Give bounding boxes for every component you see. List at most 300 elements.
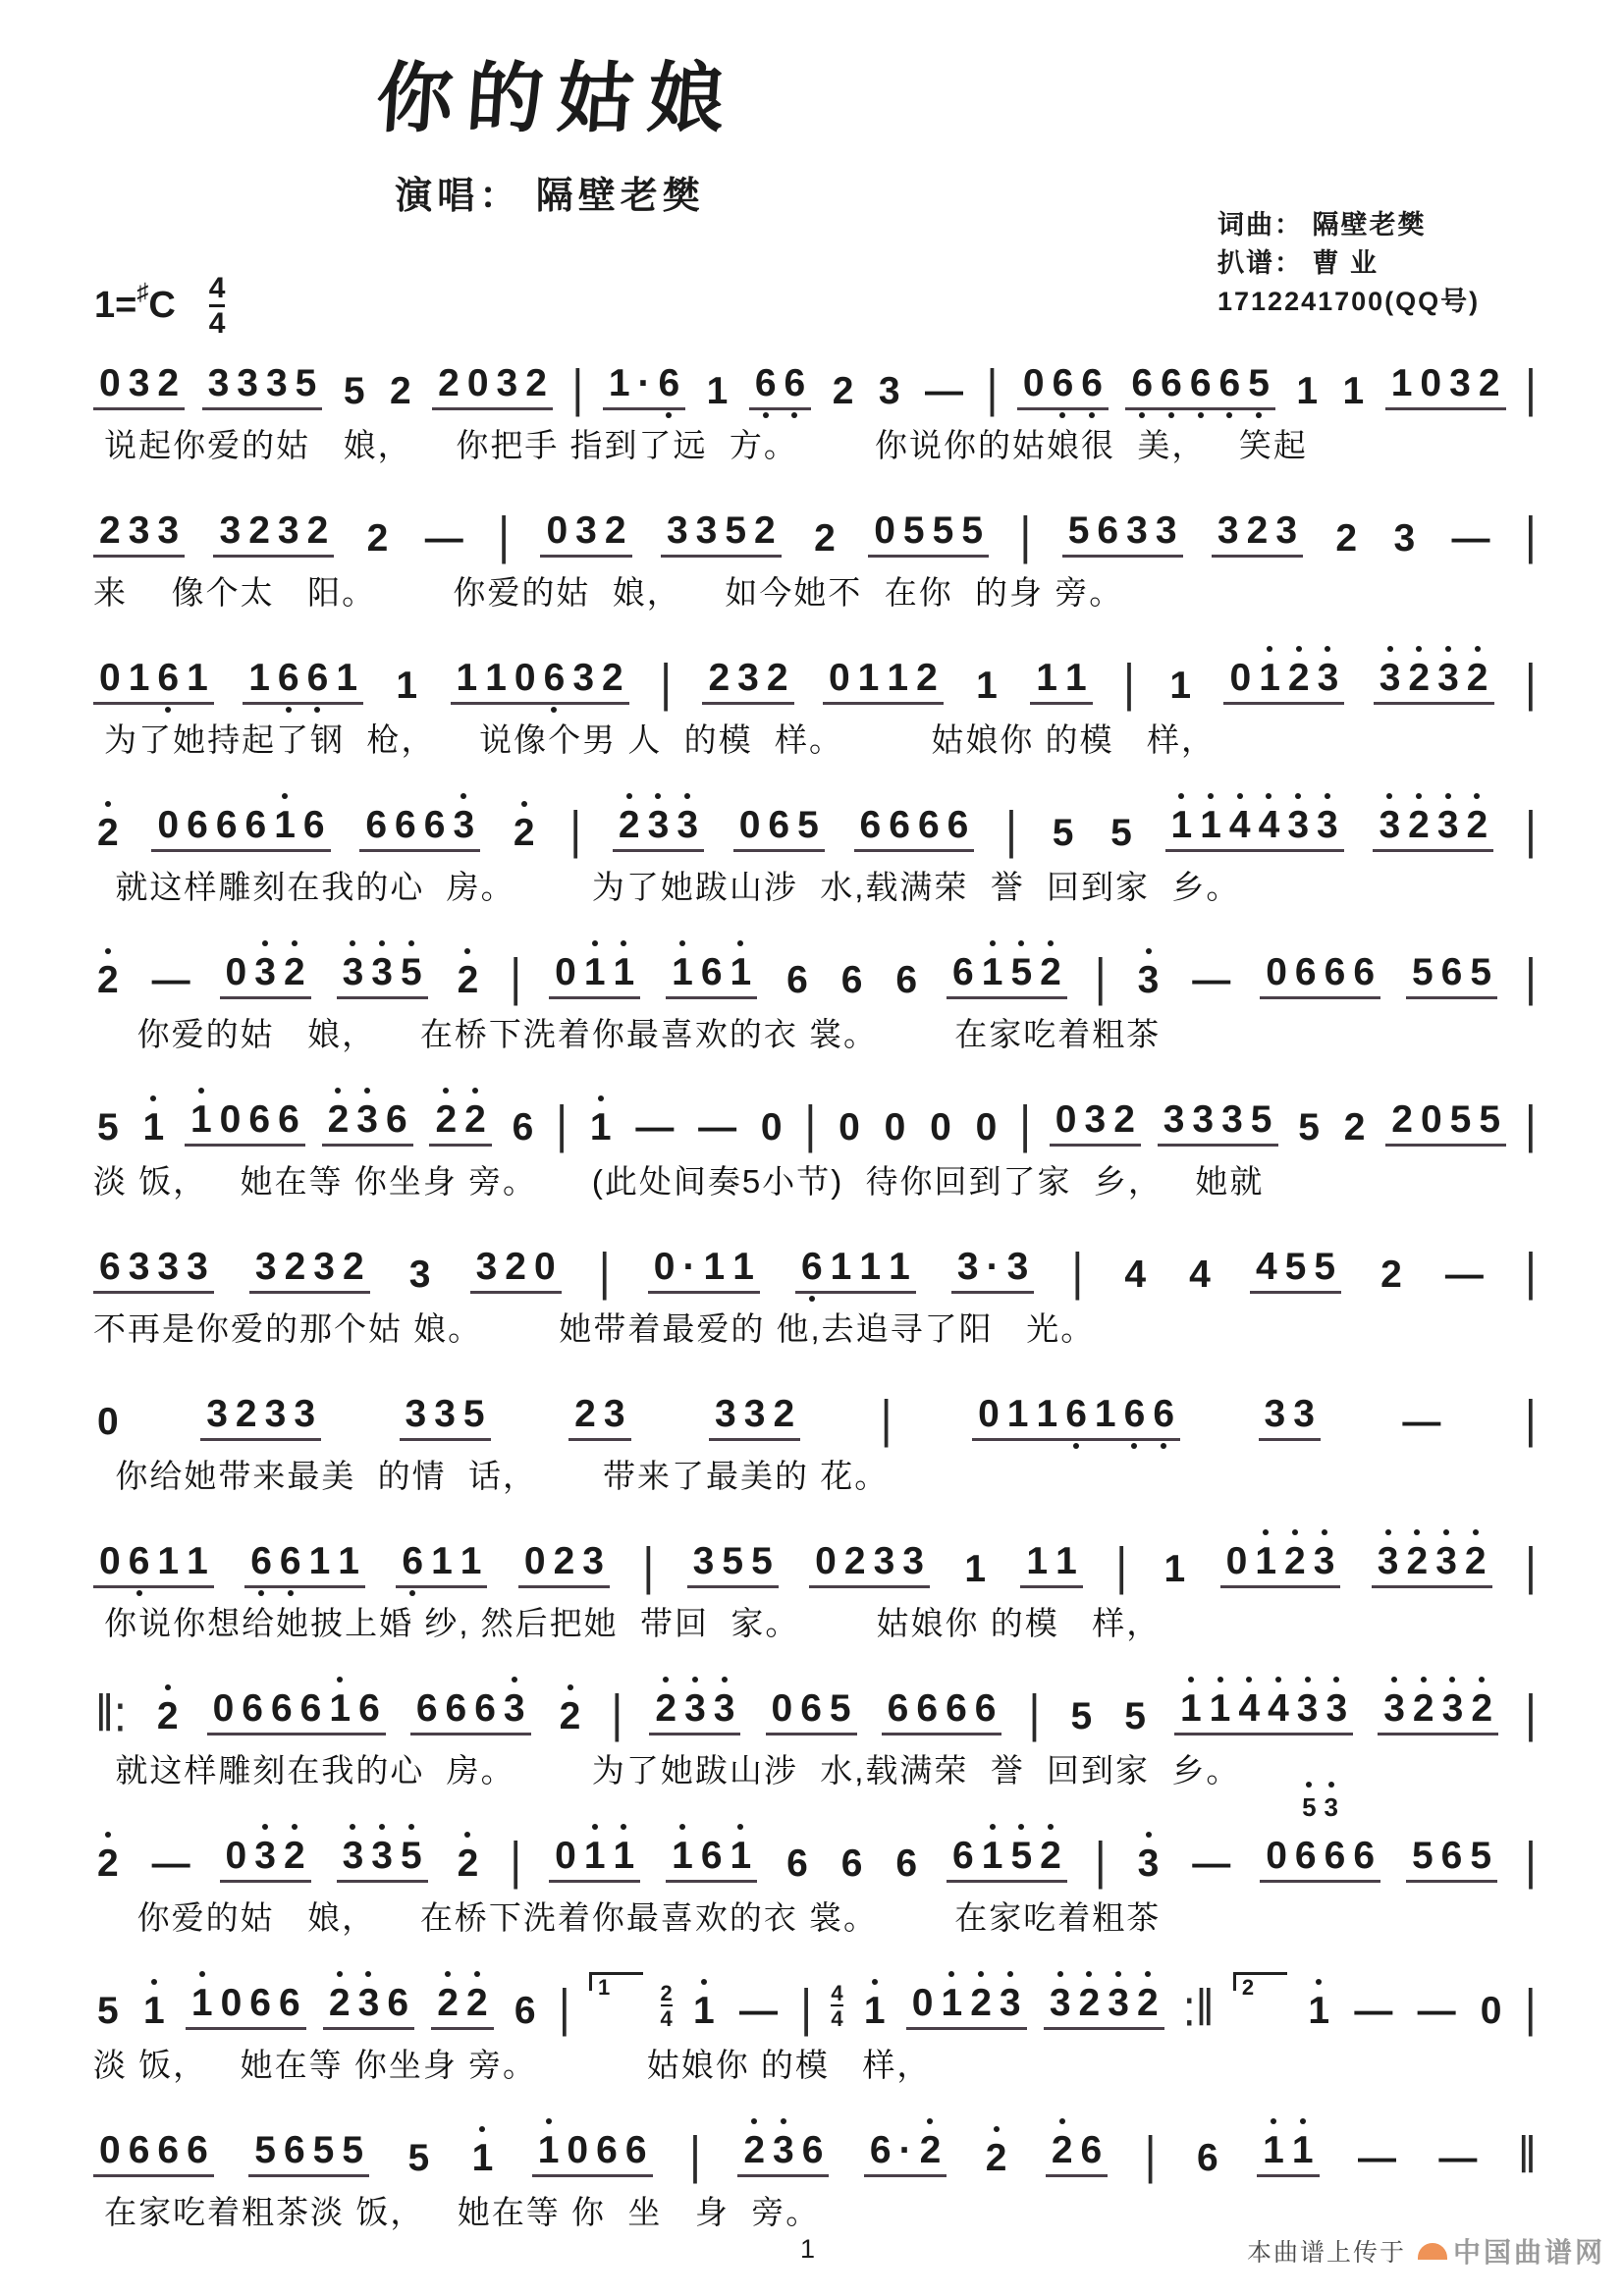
note: 0: [760, 1106, 783, 1148]
note: 3: [339, 1837, 368, 1875]
low-octave-dot: [1161, 1443, 1166, 1449]
note: 3: [1084, 1098, 1107, 1141]
note: 2: [306, 509, 329, 552]
note: 3: [737, 657, 759, 699]
note: 2: [832, 370, 854, 412]
note: 6: [889, 804, 910, 846]
note: 3: [1432, 1542, 1461, 1580]
note: 6: [187, 2129, 208, 2171]
note-group: [703, 372, 732, 410]
high-octave-dot: [364, 1088, 370, 1094]
note: 0: [828, 657, 850, 699]
note: 5: [932, 509, 954, 552]
note-group: [93, 1403, 123, 1441]
note-group: [649, 1689, 740, 1735]
note: 2: [1380, 1254, 1402, 1296]
note: 6: [1061, 1395, 1091, 1433]
note: 3: [1313, 806, 1342, 844]
high-octave-dot: [1296, 646, 1302, 652]
music-systems: [93, 349, 1539, 2264]
note: 0: [839, 1106, 860, 1148]
high-octave-dot: [1263, 1529, 1269, 1535]
note: 6: [157, 2129, 180, 2171]
above-annotation: [1298, 1790, 1342, 1820]
note: 1: [610, 1837, 639, 1875]
note: 5: [1470, 951, 1492, 993]
note: 6: [283, 2129, 305, 2171]
note-group: [93, 1542, 214, 1588]
note-group: [451, 659, 629, 705]
note-group: [1049, 814, 1078, 852]
note: 2: [454, 1844, 483, 1883]
high-octave-dot: [626, 793, 632, 799]
note: 3: [1376, 659, 1405, 697]
high-octave-dot: [1385, 1529, 1391, 1535]
note: 4: [1255, 1246, 1277, 1288]
high-octave-dot: [464, 1832, 470, 1838]
time-signature-bottom: 4: [209, 304, 226, 340]
high-octave-dot: [927, 2118, 933, 2124]
note: 3: [496, 362, 518, 404]
note: 6: [700, 1835, 723, 1877]
low-octave-dot: [136, 1590, 142, 1596]
note: 6: [895, 1842, 918, 1885]
note-group: [1406, 1837, 1497, 1883]
note-group: [864, 2131, 947, 2177]
note: 1: [1163, 1548, 1186, 1590]
note-group: [243, 659, 363, 705]
high-octave-dot: [262, 940, 268, 946]
note: 6: [1149, 1395, 1178, 1433]
note: 6: [299, 1687, 322, 1730]
low-octave-dot: [666, 412, 672, 418]
final-barline: ‖: [1517, 2125, 1537, 2184]
note: 6: [278, 1982, 300, 2024]
note-group: [951, 1248, 1034, 1294]
high-octave-dot: [1474, 793, 1480, 799]
note-group: [93, 1248, 214, 1294]
note: 5: [312, 2129, 335, 2171]
note-group: [1260, 953, 1380, 999]
high-octave-dot: [379, 940, 385, 946]
note-group: [93, 2131, 214, 2177]
high-octave-dot: [1325, 793, 1330, 799]
note: 1: [1390, 362, 1413, 404]
high-octave-dot: [737, 1824, 743, 1830]
note-group: [868, 511, 989, 558]
note-group: [972, 1108, 1001, 1147]
note: 1: [1255, 659, 1284, 697]
note-group: [854, 806, 975, 852]
note-group: [783, 961, 812, 999]
note: 1: [860, 1992, 890, 2030]
note: 1: [128, 657, 150, 699]
note: 6: [596, 2129, 618, 2171]
note: 1: [338, 1540, 359, 1582]
music-system: [93, 938, 1539, 1086]
note: 5: [1298, 1794, 1320, 1820]
note: 1: [964, 1548, 987, 1590]
note: 1: [703, 1246, 726, 1288]
note: 3: [354, 1984, 384, 2022]
note-group: [795, 1248, 916, 1294]
note-group: [1062, 511, 1183, 558]
note-group: [613, 806, 704, 852]
note-group: [586, 1108, 616, 1147]
lyrics-row: 不再是你爱的那个姑 娘。 她带着最爱的 他,去追寻了阳 光。: [93, 1310, 1096, 1347]
note: 6: [303, 659, 333, 697]
note: 1: [138, 1108, 168, 1147]
high-octave-dot: [1414, 1529, 1420, 1535]
note: 4: [1225, 806, 1255, 844]
note: 0: [99, 657, 121, 699]
note: 1: [727, 1837, 756, 1875]
note-group: [1292, 372, 1322, 410]
barline: |: [1524, 506, 1537, 564]
note: 3: [367, 1837, 397, 1875]
note: ·: [898, 2129, 912, 2171]
high-octave-dot: [621, 1824, 626, 1830]
note: 1: [456, 657, 478, 699]
note-group: [549, 1837, 640, 1883]
barline: |: [598, 1242, 611, 1301]
note: 5: [1124, 1695, 1146, 1737]
note: 1: [937, 1984, 966, 2022]
note: 6: [1127, 364, 1157, 402]
high-octave-dot: [1322, 1529, 1327, 1535]
high-octave-dot: [990, 1824, 996, 1830]
duration-dash: —: [1192, 959, 1231, 1001]
music-system: [93, 644, 1539, 791]
note-group: [972, 1395, 1180, 1441]
note: 3: [1006, 1246, 1029, 1288]
note: 2: [1467, 1689, 1496, 1728]
note: 2: [525, 362, 547, 404]
high-octave-dot: [105, 801, 111, 807]
high-octave-dot: [479, 2126, 485, 2132]
note: 6: [248, 1098, 271, 1141]
note-group: [783, 1844, 812, 1883]
note-group: [248, 2131, 369, 2177]
note: 1: [580, 953, 610, 991]
note: 5: [1284, 1246, 1307, 1288]
high-octave-dot: [621, 940, 626, 946]
high-octave-dot: [282, 793, 288, 799]
note-group: [1220, 1542, 1341, 1588]
note: 1: [887, 657, 909, 699]
note: 0: [1266, 1835, 1287, 1877]
low-octave-dot: [165, 707, 171, 713]
note-group: [200, 1395, 321, 1441]
high-octave-dot: [445, 1971, 451, 1977]
duration-dash: —: [1354, 1990, 1393, 2032]
note: 1: [534, 2131, 564, 2169]
low-octave-dot: [809, 1296, 815, 1302]
note: 6: [244, 804, 267, 846]
note: 3: [603, 1393, 625, 1435]
duration-dash: —: [424, 517, 463, 560]
note: 3: [873, 1540, 895, 1582]
barline: |: [688, 2125, 701, 2184]
note: 1: [732, 1246, 754, 1288]
note-group: [947, 953, 1067, 999]
volta-bracket: 2: [1233, 1972, 1287, 1991]
note-group: [400, 1395, 491, 1441]
notation-row: [93, 1380, 1539, 1448]
note: 1: [668, 1837, 697, 1875]
note: 5: [829, 1687, 851, 1730]
high-octave-dot: [512, 1677, 517, 1682]
note: 3: [265, 362, 288, 404]
note-group: [1374, 659, 1494, 705]
key-prefix: 1=: [94, 285, 137, 326]
lyrics-row: 你爱的姑 娘， 在桥下洗着你最喜欢的衣 裳。 在家吃着粗茶: [93, 1899, 1162, 1936]
note: 1: [1006, 1393, 1029, 1435]
note: 3: [1155, 509, 1177, 552]
low-octave-dot: [1073, 1443, 1079, 1449]
note: 2: [505, 1246, 526, 1288]
high-octave-dot: [1391, 1677, 1397, 1682]
note-group: [1030, 659, 1092, 705]
volta-bracket: 1: [589, 1972, 643, 1991]
note: 2: [93, 814, 123, 852]
note: 0: [653, 1246, 676, 1288]
note: 2: [1343, 1106, 1366, 1148]
site-logo: [1418, 2231, 1605, 2270]
mid-time-signature: [661, 1982, 673, 2030]
note: 1: [396, 665, 418, 707]
note: 1: [270, 806, 299, 844]
note: 5: [722, 1540, 744, 1582]
notation-row: [93, 1822, 1539, 1890]
note-group: [648, 1248, 760, 1294]
note: 1: [1196, 806, 1225, 844]
high-octave-dot: [379, 1824, 385, 1830]
note-group: [1260, 1837, 1380, 1883]
high-octave-dot: [1178, 793, 1184, 799]
high-octave-dot: [1271, 2118, 1276, 2124]
note: 5: [97, 1990, 119, 2032]
note: 0: [212, 1687, 235, 1730]
note: 1: [157, 1540, 180, 1582]
note: 3: [1134, 961, 1163, 999]
note-group: [185, 1100, 305, 1147]
note-group: [532, 2131, 653, 2177]
low-octave-dot: [409, 1590, 415, 1596]
note-group: [93, 1992, 123, 2030]
lyrics-row: 为了她持起了钢 枪， 说像个男 人 的模 样。 姑娘你 的模 样，: [93, 721, 1217, 758]
note: 3: [254, 1246, 277, 1288]
notation-row: [93, 938, 1539, 1006]
low-octave-dot: [1226, 412, 1232, 418]
low-octave-dot: [1139, 412, 1145, 418]
note-group: [202, 364, 323, 410]
credit-transcriber: 扒谱： 曹 业: [1217, 248, 1380, 279]
note: 6: [99, 1246, 121, 1288]
note-group: [875, 372, 904, 410]
note-group: [757, 1108, 786, 1147]
note-group: [687, 1542, 779, 1588]
note: 6: [540, 659, 569, 697]
barline: |: [1094, 947, 1107, 1006]
low-octave-dot: [791, 412, 797, 418]
note-group: [960, 1550, 990, 1588]
lyrics-row: 说起你爱的姑 娘， 你把手 指到了远 方。 你说你的姑娘很 美， 笑起: [93, 427, 1308, 463]
duration-dash: —: [698, 1106, 737, 1148]
note-group: [323, 1984, 414, 2030]
note: 6: [125, 1542, 154, 1580]
note-group: [1044, 1984, 1164, 2030]
high-octave-dot: [1445, 793, 1451, 799]
note: 1: [1304, 1992, 1333, 2030]
note: 5: [397, 953, 426, 991]
note: 2: [1113, 1098, 1135, 1141]
note: 6: [1080, 2129, 1103, 2171]
note-group: [510, 814, 539, 852]
high-octave-dot: [292, 940, 298, 946]
note: 3: [339, 953, 368, 991]
note: 3: [1163, 1098, 1185, 1141]
high-octave-dot: [198, 1088, 204, 1094]
note: 3: [128, 362, 150, 404]
duration-dash: —: [1192, 1842, 1231, 1885]
note: 2: [1461, 1542, 1490, 1580]
barline: |: [1524, 1831, 1537, 1890]
note-group: [1223, 659, 1344, 705]
time-top: 2: [660, 1980, 673, 2005]
high-octave-dot: [165, 1684, 171, 1690]
note-group: [220, 953, 311, 999]
high-octave-dot: [948, 1971, 954, 1977]
note: 1: [468, 2139, 498, 2177]
note: 3: [367, 953, 397, 991]
high-octave-dot: [105, 948, 111, 954]
note: 1: [727, 953, 756, 991]
note: 2: [510, 814, 539, 852]
note: 6: [895, 959, 918, 1001]
note: 6: [1294, 1835, 1317, 1877]
time-top: 4: [831, 1980, 843, 2005]
note: 2: [153, 1697, 183, 1735]
note-group: [1174, 1689, 1353, 1735]
time-bottom: 4: [660, 2005, 673, 2031]
note: 1: [1251, 1542, 1280, 1580]
high-octave-dot: [408, 1824, 414, 1830]
barline: |: [800, 1978, 813, 2037]
note: 3: [1275, 509, 1298, 552]
note-group: [1406, 953, 1497, 999]
note: 5: [1070, 1695, 1093, 1737]
note: 6: [1324, 951, 1346, 993]
note-group: [363, 519, 393, 558]
note: 3: [1104, 1984, 1133, 2022]
note: 6: [797, 1248, 827, 1286]
note: 1: [859, 1246, 882, 1288]
note: 6: [387, 1982, 409, 2024]
note: 2: [1404, 806, 1434, 844]
note-group: [1107, 814, 1136, 852]
note-group: [1212, 511, 1303, 558]
lyrics-row: 你爱的姑 娘， 在桥下洗着你最喜欢的衣 裳。 在家吃着粗茶: [93, 1016, 1162, 1052]
high-octave-dot: [1295, 793, 1301, 799]
high-octave-dot: [350, 940, 355, 946]
above-notation-row: [1298, 1790, 1342, 1820]
note-group: [709, 1395, 800, 1441]
barline: |: [1094, 1831, 1107, 1890]
barline: |: [1524, 947, 1537, 1006]
note: 6: [751, 364, 781, 402]
high-octave-dot: [546, 2118, 552, 2124]
note: 6: [869, 2129, 892, 2171]
note: 3: [277, 509, 299, 552]
note: 0: [738, 804, 761, 846]
note: 5: [1479, 1098, 1501, 1141]
note-group: [1385, 1100, 1506, 1147]
note: 1: [1167, 806, 1197, 844]
high-octave-dot: [1475, 646, 1481, 652]
note: 6: [274, 659, 303, 697]
note: 0: [99, 1540, 121, 1582]
note: 2: [556, 1697, 585, 1735]
note: 2: [93, 961, 123, 999]
note-group: [138, 1108, 168, 1147]
high-octave-dot: [337, 1971, 343, 1977]
note: 6: [1157, 364, 1186, 402]
high-octave-dot: [365, 1971, 371, 1977]
high-octave-dot: [292, 1824, 298, 1830]
note: 1: [187, 1100, 216, 1139]
note: 5: [751, 1540, 773, 1582]
duration-dash: —: [151, 959, 190, 1001]
note: 6: [781, 364, 810, 402]
note: 0: [219, 1098, 242, 1141]
note-group: [392, 667, 421, 705]
high-octave-dot: [474, 1971, 480, 1977]
low-octave-dot: [1168, 412, 1174, 418]
music-system: [93, 1792, 1539, 1969]
note: 5: [343, 370, 365, 412]
note-group: [153, 1697, 183, 1735]
note-group: [926, 1108, 955, 1147]
high-octave-dot: [460, 793, 466, 799]
note: 5: [1250, 1098, 1272, 1141]
note: 6: [445, 1687, 467, 1730]
barline: |: [611, 1683, 623, 1742]
note: 1: [188, 1984, 217, 2022]
note: 2: [1463, 659, 1492, 697]
note: 1: [460, 1540, 482, 1582]
barline: |: [498, 506, 511, 564]
repeat-start-barline: ‖:: [95, 1683, 127, 1742]
low-octave-dot: [1198, 412, 1204, 418]
note: 6: [474, 1687, 496, 1730]
note: 3: [1293, 1393, 1315, 1435]
note-group: [540, 511, 631, 558]
note: 6: [946, 1687, 967, 1730]
barline: |: [556, 1095, 568, 1153]
high-octave-dot: [679, 940, 685, 946]
note: 3: [1434, 659, 1463, 697]
note: 1: [187, 1540, 208, 1582]
note: 3: [237, 362, 258, 404]
note: 6: [1216, 364, 1245, 402]
note: 2: [280, 1837, 309, 1875]
note: 1: [1206, 1689, 1235, 1728]
barline: |: [1115, 1536, 1128, 1595]
note: 3: [475, 1246, 498, 1288]
note: 5: [1006, 1837, 1036, 1875]
note-group: [882, 1689, 1002, 1735]
